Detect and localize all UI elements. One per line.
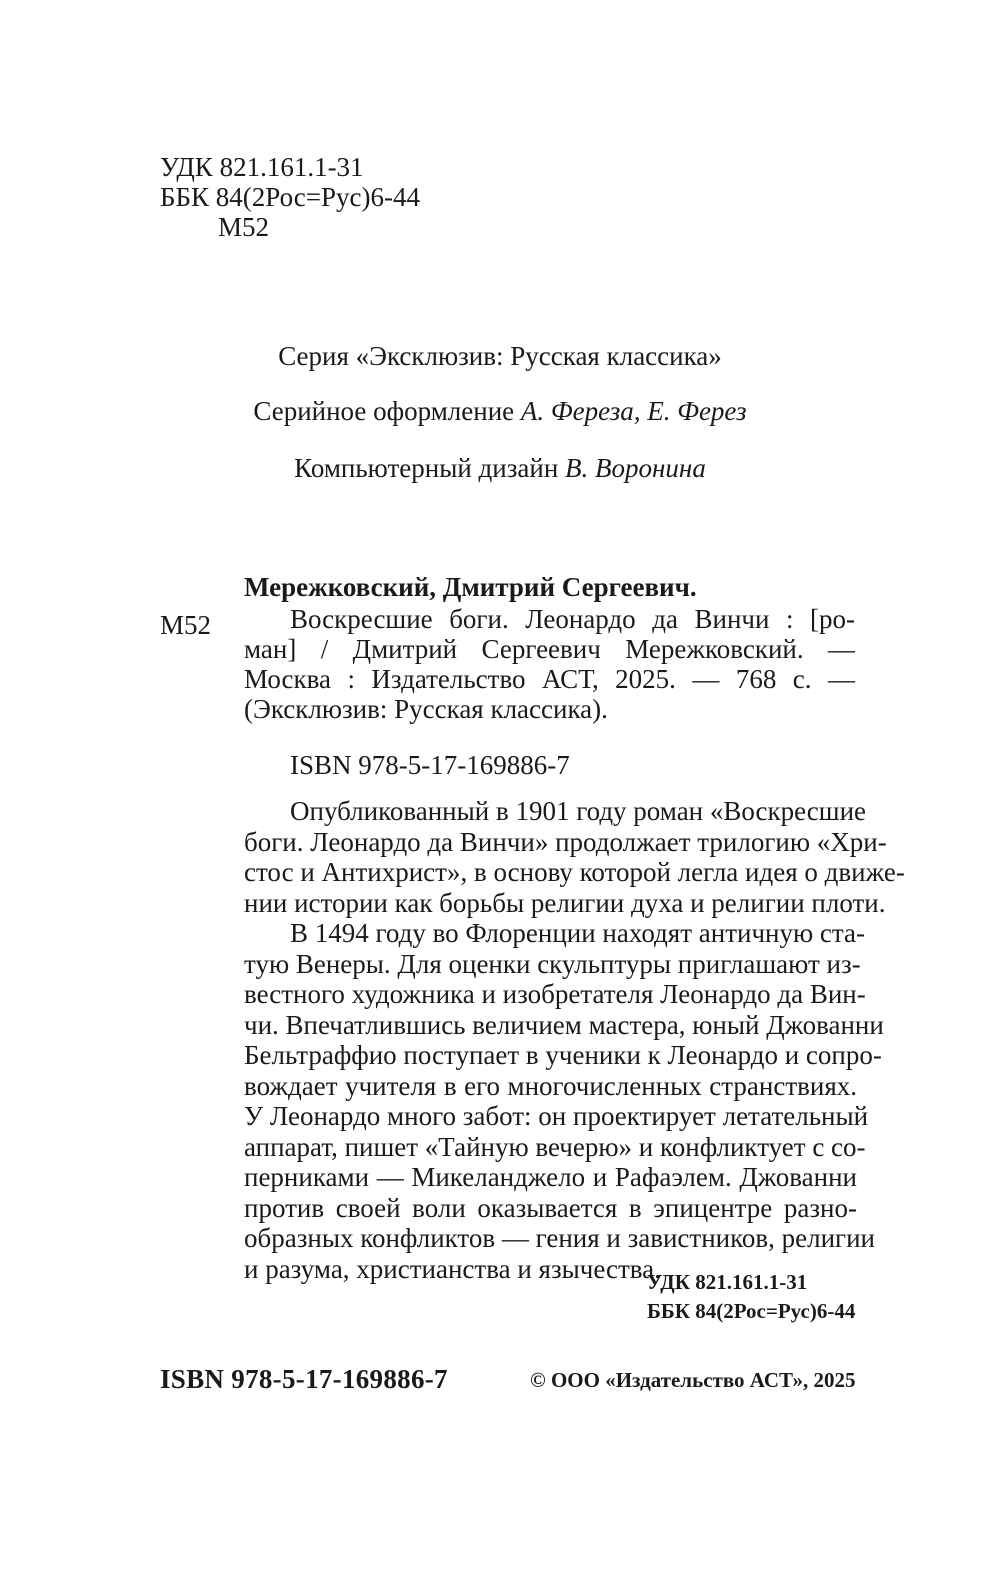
annotation-line: Опубликованный в 1901 году роман «Воскресшие: [290, 796, 867, 826]
side-author-mark: М52: [160, 610, 212, 640]
author-mark: М52: [218, 212, 270, 242]
bibliographic-line: ман] / Дмитрий Сергеевич Мережковский. —: [244, 634, 855, 664]
annotation-line: и разума, христианства и язычества.: [244, 1253, 661, 1284]
design-credit-line: [0, 396, 1000, 426]
annotation-line: Бельтраффио поступает в ученики к Леонардо и сопро-: [244, 1040, 882, 1070]
design-credit-label: Серийное оформление: [253, 396, 521, 426]
computer-design-line: [0, 453, 1000, 483]
bibliographic-description: [244, 604, 855, 724]
annotation-line: нии истории как борьбы религии духа и религии плоти.: [244, 887, 886, 918]
bbk-code: ББК 84(2Рос=Рус)6-44: [160, 182, 420, 212]
annotation-line: чи. Впечатлившись величием мастера, юный Джованни: [244, 1009, 884, 1040]
annotation-paragraph-1: [244, 796, 905, 918]
bibliographic-line: (Эксклюзив: Русская классика).: [244, 694, 608, 724]
annotation-line: У Леонардо много забот: он проектирует летательный: [244, 1101, 869, 1131]
computer-design-name: В. Воронина: [565, 453, 706, 483]
annotation-line: В 1494 году во Флоренции находят античную ста-: [290, 918, 865, 948]
annotation-line: стос и Антихрист», в основу которой легла идея о движе-: [244, 857, 905, 887]
record-isbn: ISBN 978-5-17-169886-7: [290, 750, 570, 780]
bibliographic-line: Воскресшие боги. Леонардо да Винчи : [ро-: [290, 604, 855, 634]
annotation-line: образных конфликтов — гения и завистников, религии: [244, 1223, 875, 1253]
footer-udk-code: УДК 821.161.1-31: [647, 1270, 808, 1294]
footer-bbk-code: ББК 84(2Рос=Рус)6-44: [647, 1299, 856, 1323]
annotation-line: перниками — Микеланджело и Рафаэлем. Джованни: [244, 1162, 857, 1192]
series-line: [0, 341, 1000, 371]
series-text: Серия «Эксклюзив: Русская классика»: [278, 341, 722, 371]
annotation-line: тую Венеры. Для оценки скульптуры приглашают из-: [244, 948, 861, 979]
annotation-line: аппарат, пишет «Тайную вечерю» и конфликтует с со-: [244, 1131, 866, 1162]
author-heading: Мережковский, Дмитрий Сергеевич.: [244, 572, 697, 602]
design-credit-names: А. Фереза, Е. Ферез: [520, 396, 747, 426]
footer-classification-codes: [647, 1268, 855, 1326]
annotation-paragraph-2: [244, 918, 884, 1284]
annotation-line: боги. Леонардо да Винчи» продолжает трилогию «Хри-: [244, 826, 887, 857]
bibliographic-line: Москва : Издательство АСТ, 2025. — 768 с. —: [244, 664, 855, 694]
udk-code: УДК 821.161.1-31: [160, 152, 364, 182]
annotation-line: вождает учителя в его многочисленных странствиях.: [244, 1070, 857, 1101]
header-classification-codes: [160, 152, 420, 242]
copyright-notice: © ООО «Издательство АСТ», 2025: [530, 1368, 856, 1392]
footer-isbn: ISBN 978-5-17-169886-7: [160, 1364, 448, 1394]
annotation-line: против своей воли оказывается в эпицентре разно-: [244, 1192, 857, 1223]
computer-design-label: Компьютерный дизайн: [294, 453, 566, 483]
annotation-line: вестного художника и изобретателя Леонардо да Вин-: [244, 979, 866, 1009]
